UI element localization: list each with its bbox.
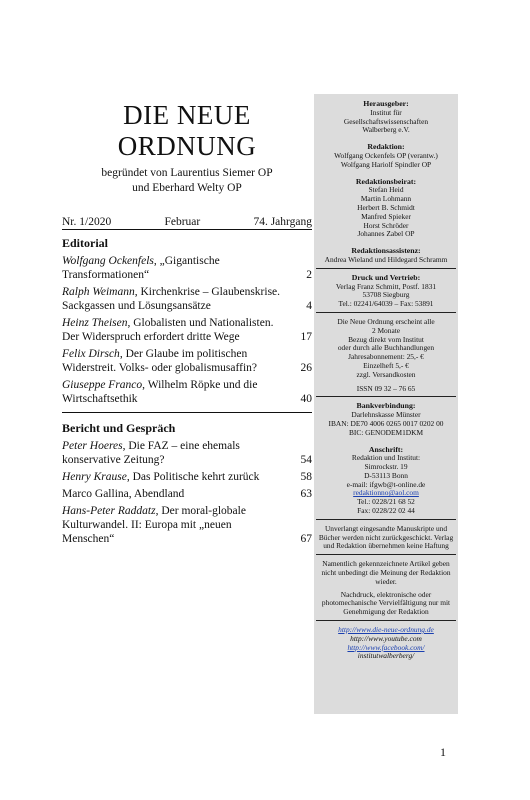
entry-title: , Das Politische kehrt zurück — [126, 471, 260, 483]
title-line-1: DIE NEUE — [123, 100, 251, 130]
address-line: D-53113 Bonn — [364, 470, 408, 480]
entry-page: 26 — [300, 362, 312, 374]
issue-year: 74. Jahrgang — [253, 216, 312, 228]
subscription-line: oder durch alle Buchhandlungen — [337, 343, 435, 353]
facebook-link[interactable]: http://www.facebook.com/ — [347, 642, 425, 652]
editorial-block — [314, 138, 458, 172]
phone: Tel.: 0228/21 68 52 — [357, 497, 415, 507]
bank-line: Darlehnskasse Münster — [351, 410, 421, 420]
bic: BIC: GENODEM1DKM — [348, 427, 424, 437]
entry-text — [62, 347, 290, 375]
print-heading: Druck und Vertrieb: — [351, 272, 421, 282]
disclaimer-3: Nachdruck, elektronische oder photomechanische Vervielfältigung nur mit Genehmigung der Redaktion — [321, 589, 451, 617]
email-link-2[interactable]: redaktionno@aol.com — [353, 488, 419, 498]
entry-author: Heinz Theisen — [62, 317, 128, 329]
founders — [62, 166, 312, 196]
entry-author: Wolfgang Ockenfels — [62, 255, 154, 267]
entry-title: , Kirchenkrise – Glaubenskrise. Sackgassen und Lösungsansätze — [62, 286, 281, 312]
publisher-heading: Herausgeber: — [363, 99, 409, 108]
issue-number: Nr. 1/2020 — [62, 216, 112, 228]
report-list — [62, 439, 312, 546]
toc-entry — [62, 254, 312, 282]
toc-entry — [62, 347, 312, 375]
entry-author: Giuseppe Franco — [62, 379, 143, 391]
subscription-line: 2 Monate — [371, 325, 401, 335]
bank-heading: Bankverbindung: — [356, 401, 416, 411]
issue-month: Februar — [164, 216, 201, 228]
address-line: Simrockstr. 19 — [364, 462, 408, 472]
subscription-line: zzgl. Versandkosten — [356, 369, 416, 379]
website-link[interactable]: http://www.die-neue-ordnung.de — [338, 625, 434, 635]
entry-author: Felix Dirsch — [62, 348, 120, 360]
editor-1: Wolfgang Ockenfels OP (verantw.) — [334, 150, 438, 160]
divider — [62, 412, 312, 413]
entry-author: Ralph Weimann — [62, 286, 135, 298]
issn: ISSN 09 32 – 76 65 — [356, 383, 416, 393]
bank-block — [314, 397, 458, 440]
board-member: Manfred Spieker — [361, 211, 411, 221]
title-line-2: ORDNUNG — [117, 131, 257, 161]
toc-entry — [62, 439, 312, 467]
publisher-text: Institut für Gesellschaftswissenschaften Walberberg e.V. — [343, 107, 429, 135]
assistant-block — [314, 242, 458, 268]
issue-line — [62, 216, 312, 230]
entry-text — [62, 439, 290, 467]
print-block — [314, 269, 458, 312]
entry-page: 58 — [300, 471, 312, 483]
entry-text — [62, 470, 290, 484]
publisher-block — [314, 94, 458, 138]
impressum-sidebar — [314, 94, 458, 714]
entry-page: 2 — [306, 269, 312, 281]
entry-text — [62, 316, 290, 344]
toc-entry — [62, 378, 312, 406]
toc-entry — [62, 487, 312, 501]
founded-line-1: begründet von Laurentius Siemer OP — [101, 167, 273, 179]
entry-page: 54 — [300, 454, 312, 466]
subscription-line: Jahresabonnement: 25,- € — [348, 352, 424, 362]
disclaimer-1: Unverlangt eingesandte Manuskripte und Bücher werden nicht zurückgeschickt. Verlag und Redaktion übernehmen keine Haftung — [318, 523, 454, 551]
address-heading: Anschrift: — [368, 444, 404, 454]
editorial-heading: Redaktion: — [367, 142, 405, 152]
entry-page: 17 — [300, 331, 312, 343]
board-member: Stefan Heid — [368, 185, 404, 195]
board-block — [314, 173, 458, 243]
entry-page: 63 — [300, 488, 312, 500]
page-number: 1 — [440, 745, 446, 759]
disclaimer-2: Namentlich gekennzeichnete Artikel geben nicht unbedingt die Meinung der Redaktion wieder. — [321, 559, 451, 586]
subscription-block — [314, 313, 458, 396]
toc-entry — [62, 316, 312, 344]
entry-title: , Der Glaube im politischen Widerstreit. Volks- oder globalismusaffin? — [62, 348, 258, 374]
entry-page: 67 — [300, 533, 312, 545]
facebook-link-path[interactable]: institutwalberberg/ — [357, 651, 415, 661]
section-heading-editorial: Editorial — [62, 236, 109, 250]
entry-author: Henry Krause — [62, 471, 127, 483]
entry-title: , Die FAZ – eine ehemals konservative Zeitung? — [62, 440, 240, 466]
toc-entry — [62, 470, 312, 484]
toc-entry — [62, 504, 312, 546]
section-heading-report: Bericht und Gespräch — [62, 421, 176, 435]
print-line: Verlag Franz Schmitt, Postf. 1831 — [335, 281, 437, 291]
board-member: Johannes Zabel OP — [357, 229, 415, 239]
assistant-text: Andrea Wieland und Hildegard Schramm — [324, 254, 448, 264]
iban: IBAN: DE70 4006 0265 0017 0202 00 — [328, 418, 444, 428]
entry-text — [62, 504, 290, 546]
editor-2: Wolfgang Hariolf Spindler OP — [340, 159, 432, 169]
entry-author: Peter Hoeres — [62, 440, 123, 452]
board-member: Martin Lohmann — [360, 194, 412, 204]
entry-page: 40 — [300, 393, 312, 405]
address-block — [314, 441, 458, 519]
contents-column — [62, 100, 312, 546]
entry-title: , „Gigantische Transformationen“ — [62, 255, 220, 281]
links-block — [314, 621, 458, 664]
subscription-line: Die Neue Ordnung erscheint alle — [337, 316, 435, 326]
assistant-heading: Redaktionsassistenz: — [351, 246, 421, 256]
entry-page: 4 — [306, 300, 312, 312]
entry-title: , Wilhelm Röpke und die Wirtschaftsethik — [62, 379, 258, 405]
email-link[interactable]: e-mail: ifgwb@t-online.de — [346, 479, 426, 489]
print-line: Tel.: 02241/64039 – Fax: 53891 — [338, 299, 434, 309]
entry-text — [62, 285, 290, 313]
address-line: Redaktion und Institut: — [351, 453, 421, 463]
fax: Fax: 0228/22 02 44 — [357, 506, 415, 516]
youtube-link[interactable]: http://www.youtube.com — [350, 633, 422, 643]
entry-text — [62, 487, 290, 501]
board-member: Herbert B. Schmidt — [357, 202, 415, 212]
subscription-line: Einzelheft 5,- € — [363, 360, 409, 370]
journal-title — [62, 100, 312, 162]
print-line: 53708 Siegburg — [362, 290, 410, 300]
entry-title: , Globalisten und Nationalisten. Der Widerspruch erfordert dritte Wege — [62, 317, 274, 343]
board-heading: Redaktionsbeirat: — [355, 176, 417, 186]
entry-text — [62, 378, 290, 406]
entry-author: Hans-Peter Raddatz — [62, 505, 156, 517]
entry-text — [62, 254, 290, 282]
toc-entry — [62, 285, 312, 313]
editorial-list — [62, 254, 312, 406]
founded-line-2: und Eberhard Welty OP — [132, 182, 242, 194]
entry-title: , Der moral-globale Kulturwandel. II: Europa mit „neuen Menschen“ — [62, 505, 246, 545]
subscription-line: Bezug direkt vom Institut — [348, 334, 424, 344]
board-member: Horst Schröder — [363, 220, 409, 230]
entry-title: Marco Gallina, Abendland — [62, 488, 185, 500]
